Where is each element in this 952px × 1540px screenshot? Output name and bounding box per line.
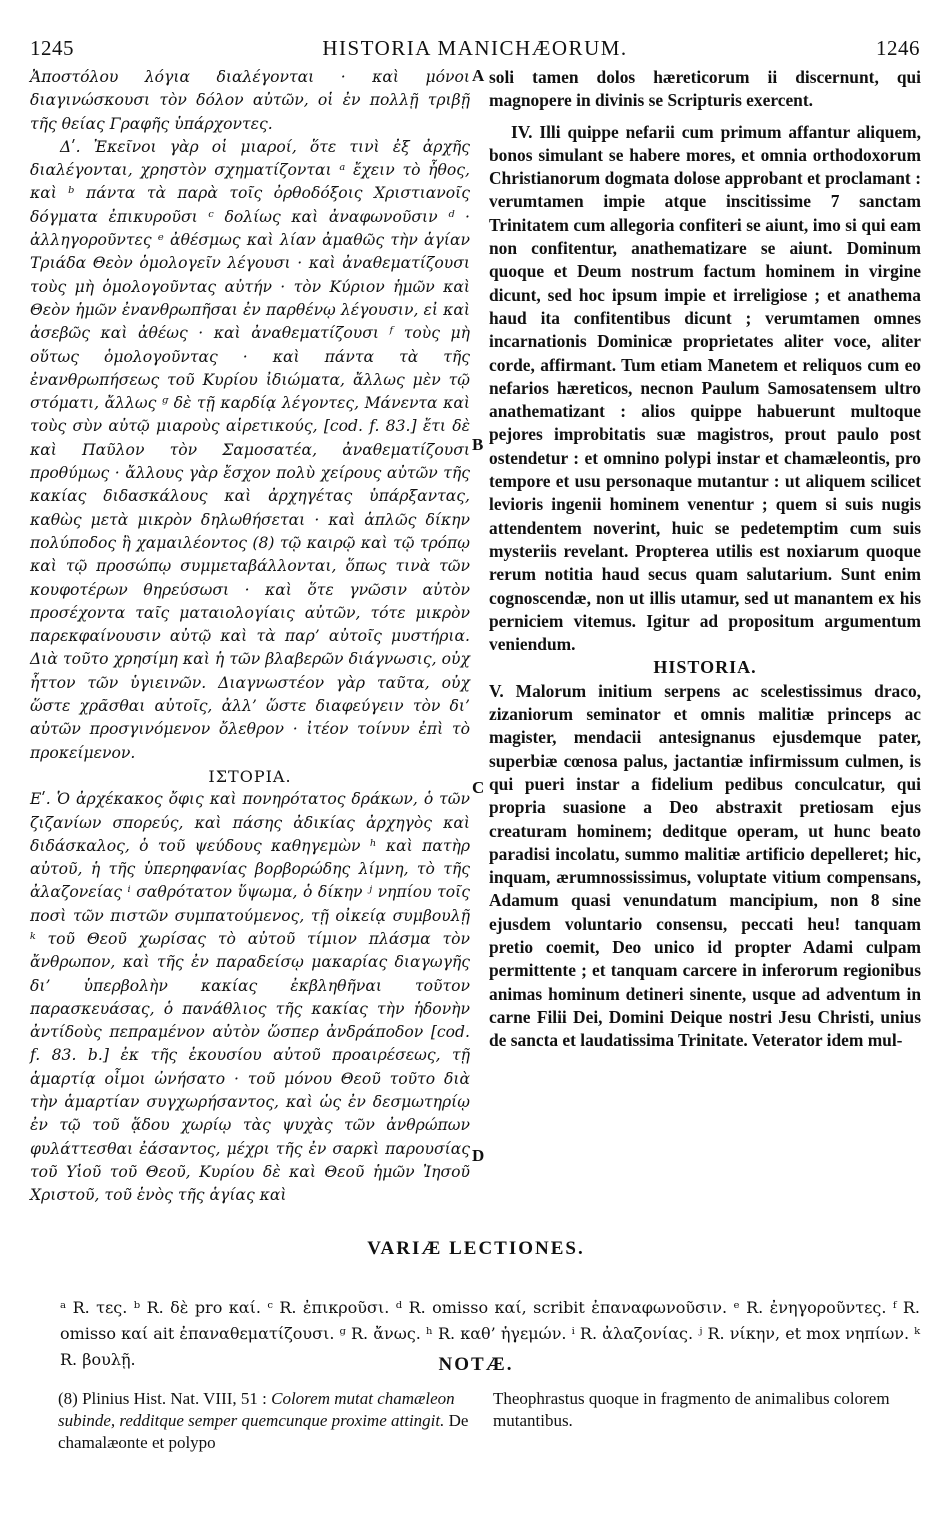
greek-section-heading: ΙΣΤΟΡΙΑ. [208, 766, 292, 786]
margin-letter-a: A [472, 66, 485, 85]
page-number-right: 1246 [876, 36, 920, 60]
note-left-prefix: (8) Plinius Hist. Nat. VIII, 51 : [58, 1389, 272, 1408]
greek-paragraph: Ἀποστόλου λόγια διαλέγονται · καὶ μόνοι διαγινώσκουσι τὸν δόλον αὐτῶν, οἱ ἐν πολλῇ τριβῇ τῆς θείας Γραφῆς ὑπάρχοντες. [30, 68, 470, 133]
running-title: HISTORIA MANICHÆORUM. [322, 36, 628, 60]
note-left-suffix: De chamalæonte et polypo [58, 1411, 469, 1452]
note-left-quote: Colorem mutat chamæleon subinde, redditque semper quemcunque proxime attingit. [58, 1389, 455, 1430]
variae-lectiones-text: ᵃ R. τες. ᵇ R. δὲ pro καί. ᶜ R. ἐπικροῦσι. ᵈ R. omisso καί, scribit ἐπαναφωνοῦσιν. ᵉ R. ἐνηγοροῦντες. ᶠ R. omisso καί ait ἐπαναθεματίζουσι. ᵍ R. ἄνως. ʰ R. καθ’ ἡγεμών. ⁱ R. ἀλαζονίας. ʲ R. νίκην, et mox νηπίων. ᵏ R. βουλῇ. [60, 1298, 920, 1369]
margin-letter-b: B [472, 435, 484, 454]
latin-column [489, 66, 921, 1052]
note-left [58, 1388, 478, 1454]
note-right: Theophrastus quoque in fragmento de animalibus colorem mutantibus. [493, 1389, 890, 1430]
margin-letter-c: C [472, 778, 485, 797]
greek-column [30, 66, 470, 1208]
greek-paragraph: Εʹ. Ὁ ἀρχέκακος ὄφις καὶ πονηρότατος δράκων, ὁ τῶν ζιζανίων σπορεύς, καὶ πάσης ἀδικίας ἀρχηγὸς καὶ διδάσκαλος, ὁ τοῦ ψεύδους καθηγεμὼν ʰ καὶ πατὴρ αὐτοῦ, ἡ τῆς ὑπερηφανίας βορβορώδης λίμνη, τὸ τῆς ἀλαζονείας ⁱ σαθρότατον ὕψωμα, ὁ δίκην ʲ νηπίου τοῖς ποσὶ τῶν πιστῶν συμπατούμενος, τῇ οἰκείᾳ συμβουλῇ ᵏ τοῦ Θεοῦ χωρίσας τὸ αὐτοῦ τίμιον πλάσμα τὸν ἄνθρωπον, καὶ τῆς ἐν παραδείσῳ μακαρίας διαγωγῆς δι’ ὑπερβολὴν κακίας ἐκβληθῆναι τοῦτον παρασκευάσας, ὁ πανάθλιος τῆς κακίας τὴν ἡδονὴν ἀντίδοὺς πεπραμένον αὐτὸν ὥσπερ ἀνδράποδον [cod. f. 83. b.] ἐκ τῆς ἑκουσίου αὐτοῦ προαιρέσεως, τῇ ἁμαρτίᾳ οἶμοι ὠνήσατο · τοῦ μόνου Θεοῦ τοῦτο διὰ τὴν ἁμαρτίαν συγχωρήσαντος, καὶ ὡς ἐν δεσμωτηρίῳ ἐν τῷ τοῦ ᾅδου χωρίῳ τὰς ψυχὰς τῶν ἀνθρώπων φυλάττεσθαι ἐάσαντος, μέχρι τῆς ἐν σαρκὶ παρουσίας τοῦ Υἱοῦ τοῦ Θεοῦ, Κυρίου δὲ καὶ Θεοῦ ἡμῶν Ἰησοῦ Χριστοῦ, τοῦ ἑνὸς τῆς ἁγίας καὶ [30, 790, 470, 1205]
latin-paragraph: soli tamen dolos hæreticorum ii discernunt, qui magnopere in divinis se Scripturis exercent. [489, 67, 921, 111]
notae-heading: NOTÆ. [438, 1354, 514, 1375]
running-header [30, 36, 920, 60]
margin-letter-d: D [472, 1146, 485, 1165]
latin-paragraph: IV. Illi quippe nefarii cum primum affantur aliquem, bonos simulant se habere mores, et omnia orthodoxorum Christianorum dogmata dolose approbant et proclamant : verumtamen impie atque inscitissime 7 sanctam Trinitatem cum allegoria confiteri se aiunt, imo si qui eam non confitentur, anathematizare se aiunt. Dominum quoque et Deum nostrum factum hominem in virgine dicunt, sed hoc ipsum impie et irreligiose ; et anathema haud ita confitentibus dicunt ; verumtamen omnes incarnationis Dominicæ proprietates aliter voce, aliter corde, affirmant. Tum etiam Manetem et reliquos cum eo nefarios hæreticos, necnon Paulum Samosatensem ultro anathematizant : alios quippe habuerunt multoque pejores improbitatis suæ magistros, prout paulo post ostendetur : et omnino polypi instar et chamæleontis, pro tempore et usu personaque mutantur : ut aliquem scilicet levioris ingenii hominem venentur ; quem si suis nugis attendentem noverint, huic se pedetemptim cum suis mysteriis revelant. Propterea utilis est noxiarum quoque rerum notitia haud secus quam salutarium. Sunt enim cognoscendæ, non ut illis utamur, sed ut manantem ex his perniciem vitemus. Igitur ad propositum argumentum veniendum. [489, 121, 921, 655]
greek-paragraph: Δʹ. Ἐκεῖνοι γὰρ οἱ μιαροί, ὅτε τινὶ ἐξ ἀρχῆς διαλέγονται, χρηστὸν σχηματίζονται ᵃ ἔχειν τὸ ἦθος, καὶ ᵇ πάντα τὰ παρὰ τοῖς ὀρθοδόξοις Χριστιανοῖς δόγματα ἐπικυροῦσι ᶜ δολίως καὶ ἀναφωνοῦσιν ᵈ · ἀλληγοροῦντες ᵉ ἀθέσμως καὶ λίαν ἀμαθῶς τὴν ἁγίαν Τριάδα Θεὸν ὁμολογεῖν λέγουσι · καὶ ἀναθεματίζουσι τοὺς μὴ ὁμολογοῦντας αὐτήν · τὸν Κύριον ἡμῶν καὶ Θεὸν ἡμῶν ἐνανθρωπῆσαι ἐν παρθένῳ λέγουσιν, εἰ καὶ ἀσεβῶς καὶ ἀθέως · καὶ ἀναθεματίζουσι ᶠ τοὺς μὴ οὕτως ὁμολογοῦντας · καὶ πάντα τὰ τῆς ἐνανθρωπήσεως τοῦ Κυρίου ἰδιώματα, ἄλλως μὲν τῷ στόματι, ἄλλως ᵍ δὲ τῇ καρδίᾳ λέγοντες, Μάνεντα καὶ τοὺς σὺν αὐτῷ μιαροὺς αἱρετικούς, [cod. f. 83.] ἔτι δὲ καὶ Παῦλον τὸν Σαμοσατέα, ἀναθεματίζουσι προθύμως · ἄλλους γὰρ ἔσχον πολὺ χείρους αὐτῶν τῆς κακίας διδασκάλους καὶ ἀρχηγέτας ὑπάρξαντας, καθὼς μετὰ μικρὸν δηλωθήσεται · καὶ ἁπλῶς δίκην πολύποδος ἢ χαμαιλέοντος (8) τῷ καιρῷ καὶ τῷ τρόπῳ καὶ τῷ προσώπῳ συμμεταβάλλονται, ὅπως τινὰ τῶν κουφοτέρων θηρεύσωσι · καὶ ὅτε γνῶσιν αὐτὸν προσέχοντα ταῖς ματαιολογίαις αὐτῶν, τότε μικρὸν παρεκφαίνουσιν αὐτῷ καὶ τὰ παρ’ αὐτοῖς μυστήρια. Διὰ τοῦτο χρησίμη καὶ ἡ τῶν βλαβερῶν διάγνωσις, οὐχ ἧττον τῶν ὑγιεινῶν. Διαγνωστέον γὰρ ταῦτα, οὐχ ὥστε χρᾶσθαι αὐτοῖς, ἀλλ’ ὥστε διαφεύγειν τὸν δι’ αὐτῶν προσγινόμενον ὄλεθρον · ἰτέον τοίνυν ἐπὶ τὸ προκείμενον. [30, 137, 470, 762]
latin-paragraph: V. Malorum initium serpens ac scelestissimus draco, zizaniorum seminator et omnis malitiæ princeps ac magister, mendacii antesignanus ejusdemque pater, superbiæ cœnosa palus, jactantiæ infirmissum culmen, is qui pueri instar a fidelium pedibus conculcatur, qui propria suasione a Deo abstraxit pretiosam ejus creaturam hominem; deditque operam, ut hunc beato paradisi incolatu, summo malitiæ artificio depelleret; hic, inquam, ærumnossissimus, voluptate vitium compensans, Adamum quasi venundatum mancipium, non 8 sine ejusdem voluntario consensu, peccati heu! tanquam pretio coemit, Deo unico id propter Adami culpam permittente ; et tanquam carcere in inferorum regionibus animas hominum detineri sinente, usque ad adventum in carne Filii Dei, Domini Deique nostri Jesu Christi, unius de sancta et laudatissima Trinitate. Veterator idem mul- [489, 680, 921, 1051]
page-number-left: 1245 [30, 36, 74, 60]
variae-lectiones-heading: VARIÆ LECTIONES. [367, 1238, 585, 1259]
latin-section-heading: HISTORIA. [653, 657, 757, 678]
